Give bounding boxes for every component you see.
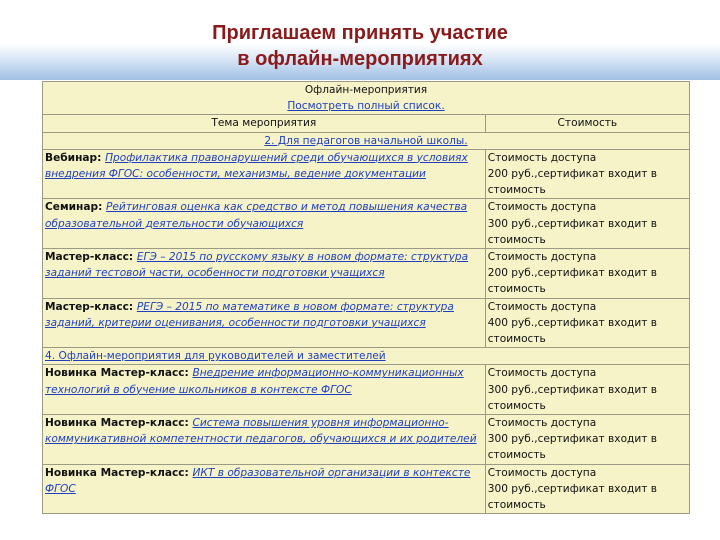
event-kind: Новинка Мастер-класс: bbox=[45, 367, 193, 380]
page-title-line1: Приглашаем принять участие bbox=[212, 22, 508, 44]
section-managers-link[interactable]: 4. Офлайн-мероприятия для руководителей и заместителей bbox=[45, 350, 386, 363]
event-kind: Вебинар: bbox=[45, 151, 106, 164]
event-cost-note: стоимость bbox=[487, 449, 546, 462]
header-cost: Стоимость bbox=[485, 115, 689, 132]
section-managers bbox=[43, 348, 690, 365]
event-cost-price: 300 руб.,сертификат входит в bbox=[487, 433, 658, 446]
event-topic-cell bbox=[43, 415, 486, 465]
section-row bbox=[43, 348, 690, 365]
event-cost-price: 300 руб.,сертификат входит в bbox=[487, 217, 658, 230]
event-kind: Семинар: bbox=[45, 201, 107, 214]
event-cost-cell bbox=[485, 298, 689, 348]
event-topic-link[interactable]: Система повышения уровня информационно-коммуникативной компетентности педагогов, обучающихся и их родителей bbox=[45, 417, 477, 446]
event-cost-cell bbox=[485, 199, 689, 249]
event-topic-link[interactable]: Профилактика правонарушений среди обучающихся в условиях внедрения ФГОС: особенности, механизмы, ведение документации bbox=[45, 151, 468, 181]
event-row bbox=[43, 415, 690, 465]
table-caption: Офлайн-мероприятия bbox=[304, 84, 428, 96]
event-cost-label: Стоимость доступа bbox=[487, 300, 597, 313]
event-topic-link[interactable]: ИКТ в образовательной организации в контексте ФГОС bbox=[45, 466, 471, 495]
event-cost-cell bbox=[485, 365, 689, 415]
event-cost-price: 200 руб.,сертификат входит в bbox=[487, 267, 658, 280]
event-topic-link[interactable]: Рейтинговая оценка как средство и метод повышения качества образовательной деятельности обучающихся bbox=[45, 201, 468, 230]
event-cost-cell bbox=[485, 149, 689, 199]
event-topic-link[interactable]: Внедрение информационно-коммуникационных технологий в обучение школьников в контексте ФГОС bbox=[45, 367, 464, 396]
event-topic-link[interactable]: РЕГЭ – 2015 по математике в новом формате: структура заданий, критерии оценивания, особенности подготовки учащихся bbox=[45, 300, 454, 329]
event-cost-note: стоимость bbox=[487, 399, 546, 412]
event-cost-cell bbox=[485, 464, 689, 514]
caption-cell bbox=[43, 82, 690, 115]
event-cost-note: стоимость bbox=[487, 233, 546, 246]
event-cost-price: 400 руб.,сертификат входит в bbox=[487, 316, 658, 329]
event-topic-cell bbox=[43, 149, 486, 199]
event-cost-cell bbox=[485, 415, 689, 465]
event-kind: Мастер-класс: bbox=[45, 251, 137, 264]
event-cost-label: Стоимость доступа bbox=[487, 201, 597, 214]
event-topic-cell bbox=[43, 298, 486, 348]
event-kind: Новинка Мастер-класс: bbox=[45, 466, 193, 479]
event-topic-cell bbox=[43, 199, 486, 249]
event-row bbox=[43, 249, 690, 299]
page-title bbox=[0, 20, 720, 72]
event-cost-note: стоимость bbox=[487, 283, 546, 296]
event-cost-price: 300 руб.,сертификат входит в bbox=[487, 482, 658, 495]
caption-row bbox=[43, 82, 690, 115]
event-cost-note: стоимость bbox=[487, 184, 546, 197]
event-row bbox=[43, 199, 690, 249]
section-row bbox=[43, 132, 690, 149]
event-topic-cell bbox=[43, 365, 486, 415]
event-cost-label: Стоимость доступа bbox=[487, 417, 597, 430]
event-cost-price: 300 руб.,сертификат входит в bbox=[487, 383, 658, 396]
event-cost-cell bbox=[485, 249, 689, 299]
full-list-link[interactable]: Посмотреть полный список. bbox=[287, 100, 445, 113]
header-topic: Тема мероприятия bbox=[43, 115, 486, 132]
event-cost-label: Стоимость доступа bbox=[487, 466, 597, 479]
event-cost-label: Стоимость доступа bbox=[487, 251, 597, 264]
event-topic-cell bbox=[43, 464, 486, 514]
event-cost-price: 200 руб.,сертификат входит в bbox=[487, 168, 658, 181]
event-cost-note: стоимость bbox=[487, 499, 546, 512]
section-primary-teachers bbox=[43, 132, 690, 149]
event-topic-cell bbox=[43, 249, 486, 299]
event-kind: Новинка Мастер-класс: bbox=[45, 417, 193, 430]
header-row bbox=[43, 115, 690, 132]
event-row bbox=[43, 365, 690, 415]
event-row bbox=[43, 464, 690, 514]
event-topic-link[interactable]: ЕГЭ – 2015 по русскому языку в новом формате: структура заданий тестовой части, особенности подготовки учащихся bbox=[45, 251, 469, 280]
event-cost-label: Стоимость доступа bbox=[487, 151, 597, 164]
event-row bbox=[43, 149, 690, 199]
event-kind: Мастер-класс: bbox=[45, 300, 137, 313]
events-table bbox=[42, 81, 690, 514]
section-primary-teachers-link[interactable]: 2. Для педагогов начальной школы. bbox=[264, 134, 468, 147]
event-cost-note: стоимость bbox=[487, 333, 546, 346]
event-row bbox=[43, 298, 690, 348]
event-cost-label: Стоимость доступа bbox=[487, 367, 597, 380]
page-title-line2: в офлайн-мероприятиях bbox=[237, 48, 483, 70]
